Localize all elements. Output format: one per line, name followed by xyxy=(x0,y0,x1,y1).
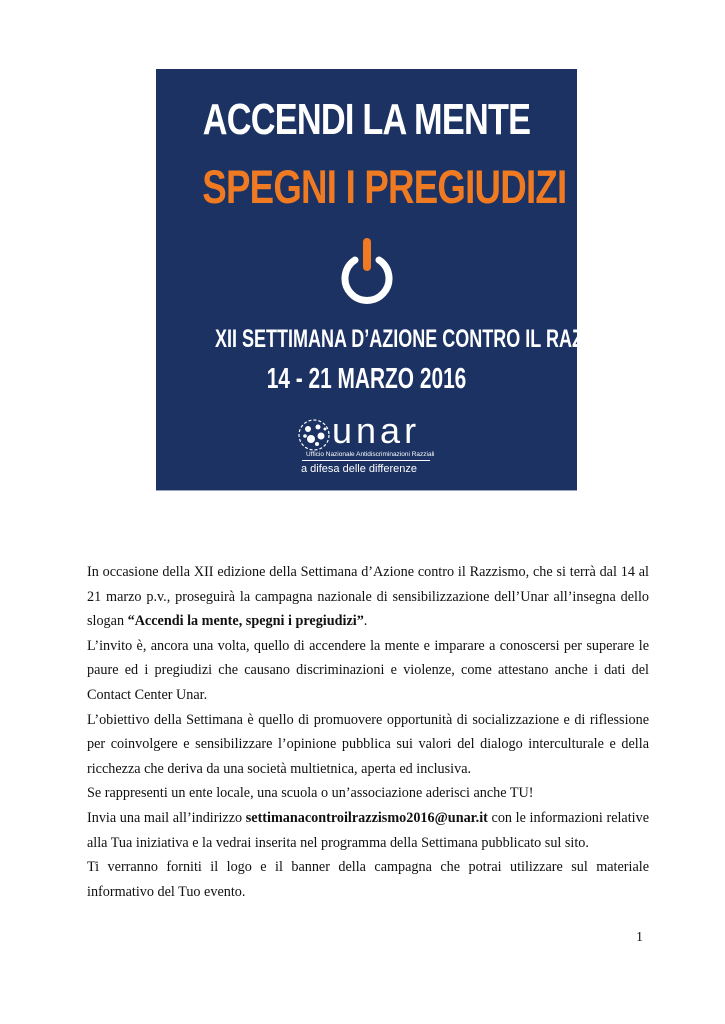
paragraph-email xyxy=(87,806,649,855)
unar-logo-wordmark: unar xyxy=(332,410,421,451)
paragraph-objective: L’obiettivo della Settimana è quello di promuovere opportunità di socializzazione e di riflessione per coinvolgere e sensibilizzare l’opinione pubblica sui valori del dialogo interculturale e della ricchezza che deriva da una società multietnica, aperta ed inclusiva. xyxy=(87,711,649,777)
poster-event-title: XII SETTIMANA D’AZIONE CONTRO IL RAZZISMO xyxy=(214,325,640,353)
email-end: con le informazioni relative alla Tua iniziativa e la vedrai inserita nel programma della Settimana pubblicato sul sito. xyxy=(87,809,649,851)
poster-headline-2: SPEGNI I PREGIUDIZI xyxy=(202,160,567,213)
poster-headline-1: ACCENDI LA MENTE xyxy=(202,95,531,144)
contact-email: settimanacontroilrazzismo2016@unar.it xyxy=(245,809,488,826)
paragraph-intro xyxy=(87,560,649,634)
email-intro: Invia una mail all’indirizzo xyxy=(87,809,246,826)
poster-event-dates: 14 - 21 MARZO 2016 xyxy=(266,363,467,395)
power-button-icon xyxy=(336,237,398,309)
unar-globe-icon xyxy=(297,418,331,452)
campaign-slogan: “Accendi la mente, spegni i pregiudizi” xyxy=(127,613,364,630)
unar-logo-subtitle: Ufficio Nazionale Antidiscriminazioni Razziali xyxy=(306,451,435,458)
paragraph-call-to-action: Se rappresenti un ente locale, una scuola o un’associazione aderisci anche TU! xyxy=(87,785,534,802)
logo-divider xyxy=(302,460,430,461)
paragraph-materials: Ti verranno forniti il logo e il banner della campagna che potrai utilizzare sul materiale informativo del Tuo evento. xyxy=(87,859,649,900)
intro-end: . xyxy=(363,613,368,630)
unar-logo-tagline: a difesa delle differenze xyxy=(301,463,417,475)
document-body xyxy=(87,560,649,904)
campaign-poster xyxy=(156,69,640,490)
intro-text: In occasione della XII edizione della Settimana d’Azione contro il Razzismo, che si terrà dal 14 al 21 marzo p.v., proseguirà la campagna nazionale di sensibilizzazione dell’Unar all’insegna dello slogan xyxy=(87,564,649,630)
paragraph-invitation: L’invito è, ancora una volta, quello di accendere la mente e imparare a conoscersi per superare le paure ed i pregiudizi che causano discriminazioni e violenze, come attestano anche i dati del Contact Center Unar. xyxy=(87,637,649,703)
page-number: 1 xyxy=(636,930,643,945)
